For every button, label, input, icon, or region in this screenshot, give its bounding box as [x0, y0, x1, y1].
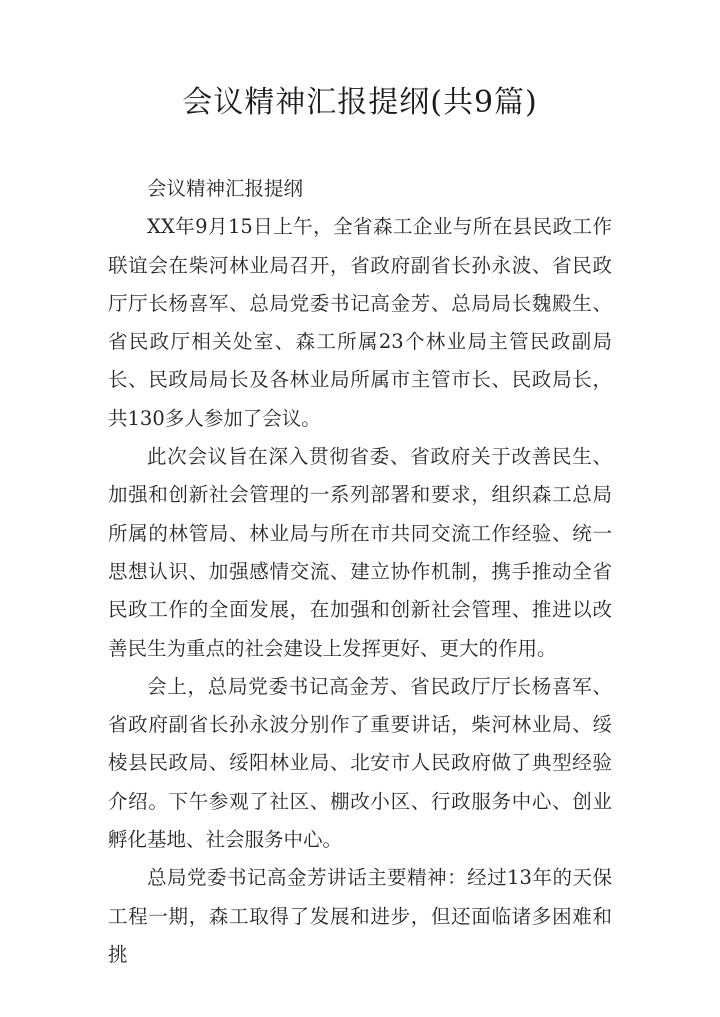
subtitle-paragraph: 会议精神汇报提纲: [147, 177, 304, 200]
document-body: [108, 170, 612, 974]
paragraph-meeting-purpose: 此次会议旨在深入贯彻省委、省政府关于改善民生、加强和创新社会管理的一系列部署和要求，组织森工总局所属的林管局、林业局与所在市共同交流工作经验、统一思想认识、加强感情交流、建立协作机制，携手推动全省民政工作的全面发展，在加强和创新社会管理、推进以改善民生为重点的社会建设上发挥更好、更大的作用。: [108, 445, 612, 660]
paragraph-main-spirit: 总局党委书记高金芳讲话主要精神：经过13年的天保工程一期，森工取得了发展和进步，但还面临诸多困难和挑: [108, 866, 612, 966]
paragraph-meeting-info: XX年9月15日上午，全省森工企业与所在县民政工作联谊会在柴河林业局召开，省政府副省长孙永波、省民政厅厅长杨喜军、总局党委书记高金芳、总局局长魏殿生、省民政厅相关处室、森工所属23个林业局主管民政副局长、民政局局长及各林业局所属市主管市长、民政局长，共130多人参加了会议。: [108, 215, 612, 430]
paragraph-speeches: 会上，总局党委书记高金芳、省民政厅厅长杨喜军、省政府副省长孙永波分别作了重要讲话，柴河林业局、绥棱县民政局、绥阳林业局、北安市人民政府做了典型经验介绍。下午参观了社区、棚改小区、行政服务中心、创业孵化基地、社会服务中心。: [108, 674, 612, 852]
document-title: 会议精神汇报提纲(共9篇): [182, 85, 538, 120]
